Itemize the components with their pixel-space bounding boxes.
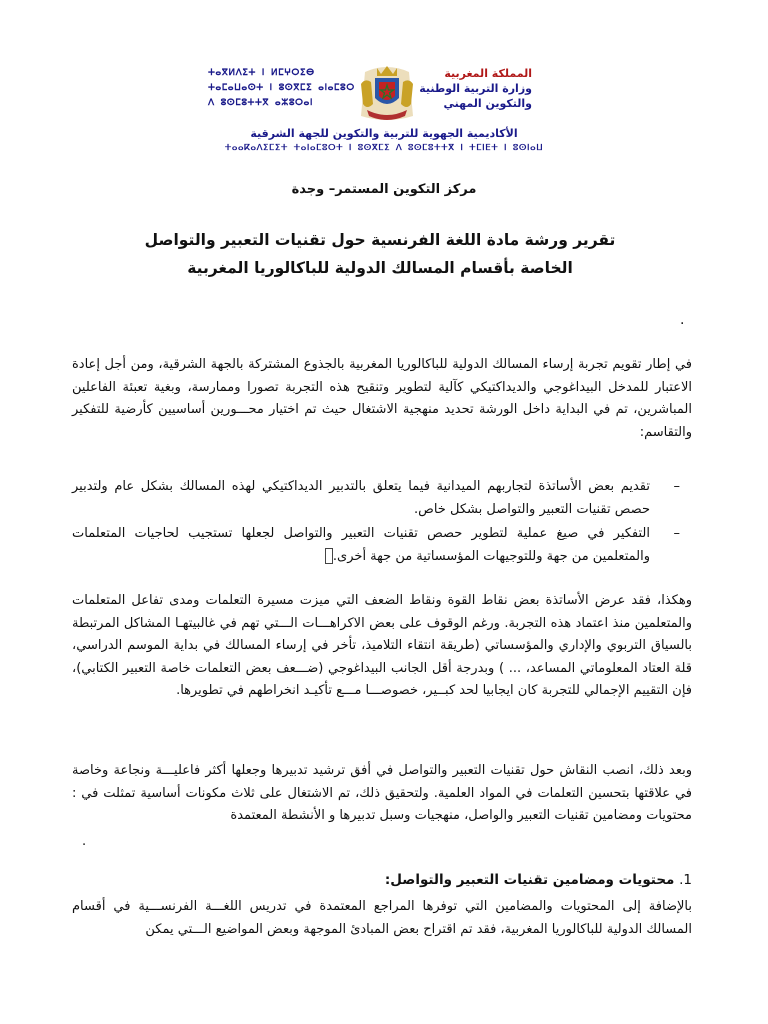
bullet-dash: – (673, 479, 680, 494)
paragraph-assessment: وهكذا، فقد عرض الأساتذة بعض نقاط القوة ونقاط الضعف التي ميزت مسيرة التعلمات ومدى تفاعل المتعلمات والمتعلمين منذ اعتماد هذه التجربة. ورغم الوقوف على بعض الاكراهـــات الـــتي تهم في غالبيتهـا المشاكل المرتبطة بالسياق التربوي والإداري والمؤسساتي (طريقة انتقاء التلاميذ، تأخر في إرساء المسالك في بداية الموسم الدراسي، قلة العتاد المعلوماتي المساعد، ... ) وبدرجة أقل الجانب البيداغوجي (ضـــعف بعض التعلمات خاصة التعبير الكتابي)، فإن التقييم الإجمالي للتجربة كان ايجابيا لحد كبــير، خصوصـــا مـــع تأكيـد انخراطهم في تطويرها. (72, 593, 692, 698)
report-title-line: تقرير ورشة مادة اللغة الفرنسية حول تقنيات التعبير والتواصل (144, 231, 616, 249)
coat-of-arms-logo (355, 64, 419, 124)
ministry-arabic-line: المملكة المغربية (444, 67, 532, 80)
bullet-list (72, 476, 692, 570)
section-heading (385, 872, 692, 888)
section-title: محتويات ومضامين تقنيات التعبير والتواصل: (384, 872, 675, 888)
ministry-tifinagh-line: ⵜⴰⵎⴰⵡⴰⵙⵜ ⵏ ⵓⵙⴳⵎⵉ ⴰⵏⴰⵎⵓⵔ (208, 83, 355, 93)
bullet-item (72, 476, 680, 521)
paragraph-discussion: وبعد ذلك، انصب النقاش حول تقنيات التعبير والتواصل في أفق ترشيد تدبيرها وجعلها أكثر فاعليـــة ونجاعة وخاصة في علاقتها بتحسين التعلمات في المواد العلمية. ولتحقيق ذلك، تم الاشتغال على ثلاث مكونات أساسية تمثلت في : محتويات ومضامين تقنيات التعبير والواصل، منهجيات وسبل تدبيرها و الأنشطة المعتمدة (72, 763, 692, 823)
ministry-tifinagh-line: ⴷ ⵓⵙⵎⵓⵜⵜⴳ ⴰⵣⵓⵔⴰⵏ (208, 98, 313, 108)
bullet-text: تقديم بعض الأساتذة لتجاربهم الميدانية فيما يتعلق بالتدبير الديداكتيكي لهذه المسالك بشكل عام ولتدبير حصص تقنيات التعبير والتواصل بشكل خاص. (72, 479, 650, 517)
academy-name-tifinagh: ⵜⴰⴰⴽⴰⴷⵉⵎⵉⵜ ⵜⴰⵏⴰⵎⵓⵔⵜ ⵏ ⵓⵙⴳⵎⵉ ⴷ ⵓⵙⵎⵓⵜⵜⴳ ⵏ ⵜⵎⵏⴹⵜ ⵏ ⵓⵙⵏⴰⵡ (224, 143, 544, 153)
ministry-arabic-line: وزارة التربية الوطنية (419, 82, 532, 95)
section-number: 1. (679, 872, 692, 888)
bullet-text: التفكير في صيغ عملية لتطوير حصص تقنيات التعبير والتواصل لجعلها تستجيب لحاجيات المتعلمات والمتعلمين من جهة وللتوجيهات المؤسساتية من جهة أخرى. (72, 526, 650, 564)
ministry-tifinagh-line: ⵜⴰⴳⵍⴷⵉⵜ ⵏ ⵍⵎⵖⵔⵉⴱ (208, 68, 315, 78)
paragraph-intro: في إطار تقويم تجربة إرساء المسالك الدولية للباكالوريا المغربية بالجذوع المشتركة بالجهة الشرقية، ومن أجل إعادة الاعتبار للمدخل البيداغوجي والديداكتيكي كآلية لتطوير وتنقيح هذه التجربة تصورا وممارسة، وبغية تعبئة الفاعلين المباشرين، تم في البداية داخل الورشة تحديد منهجية الاشتغال حيث تم اختيار محـــورين أساسيين كأرضية للتفكير والتقاسم: (72, 357, 692, 440)
ministry-tifinagh-block (208, 66, 368, 111)
academy-name-arabic: الأكاديمية الجهوية للتربية والتكوين للجهة الشرقية (250, 127, 518, 140)
lone-dot: . (680, 312, 685, 328)
report-title-line: الخاصة بأقسام المسالك الدولية للباكالوريا المغربية (187, 259, 573, 277)
text-cursor-marker (325, 548, 333, 564)
bullet-item (72, 523, 680, 568)
bullet-dash: – (673, 526, 680, 541)
ministry-arabic-block (412, 66, 532, 111)
center-title: مركز التكوين المستمر– وجدة (291, 182, 477, 197)
report-title (60, 226, 700, 282)
ministry-arabic-line: والتكوين المهني (443, 97, 532, 110)
paragraph-contents: بالإضافة إلى المحتويات والمضامين التي توفرها المراجع المعتمدة في تدريس اللغـــة الفرنســـية في أقسام المسالك الدولية للباكالوريا المغربية، فقد تم اقتراح بعض المبادئ الموجهة وبعض المواضيع الـــتي يمكن (72, 899, 692, 937)
paragraph-end-dot: . (82, 834, 87, 849)
